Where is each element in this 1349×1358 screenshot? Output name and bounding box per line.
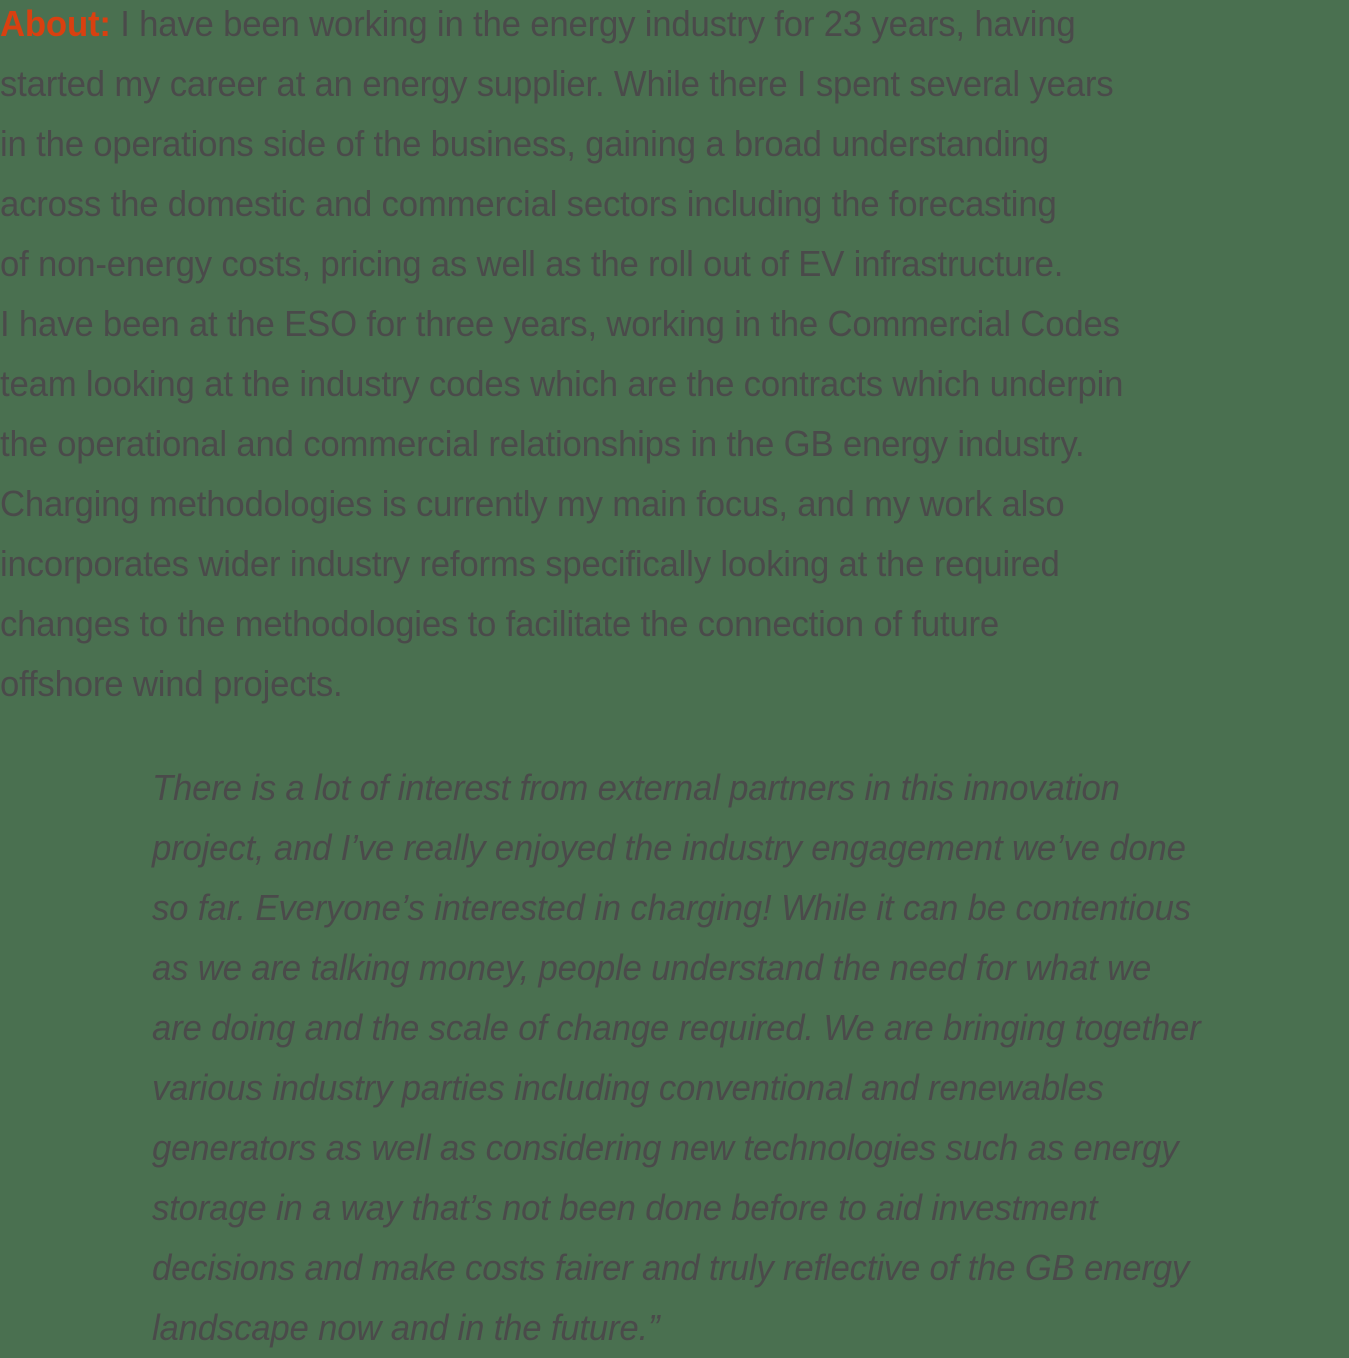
quote-line-8: storage in a way that’s not been done before to aid investment (152, 1187, 1098, 1228)
quote-line-7: generators as well as considering new technologies such as energy (152, 1127, 1179, 1168)
about-line-1 (0, 0, 1302, 54)
about-label: About: (0, 3, 111, 44)
about-line-3: in the operations side of the business, gaining a broad understanding (0, 123, 1049, 164)
quote-line-6: various industry parties including conventional and renewables (152, 1067, 1104, 1108)
about-line-7: team looking at the industry codes which are the contracts which underpin (0, 363, 1124, 404)
about-line-6: I have been at the ESO for three years, working in the Commercial Codes (0, 303, 1120, 344)
about-line-10: incorporates wider industry reforms specifically looking at the required (0, 543, 1060, 584)
about-line-12: offshore wind projects. (0, 663, 343, 704)
quote-line-5: are doing and the scale of change required. We are bringing together (152, 1007, 1201, 1048)
about-line-5: of non-energy costs, pricing as well as the roll out of EV infrastructure. (0, 243, 1064, 284)
quote-line-3: so far. Everyone’s interested in charging! While it can be contentious (152, 887, 1191, 928)
about-line-9: Charging methodologies is currently my main focus, and my work also (0, 483, 1065, 524)
quote-line-2: project, and I’ve really enjoyed the industry engagement we’ve done (152, 827, 1186, 868)
about-line-8: the operational and commercial relationships in the GB energy industry. (0, 423, 1085, 464)
quote-line-9: decisions and make costs fairer and truly reflective of the GB energy (152, 1247, 1190, 1288)
about-line-2: started my career at an energy supplier. While there I spent several years (0, 63, 1114, 104)
quote-line-4: as we are talking money, people understand the need for what we (152, 947, 1152, 988)
about-line-11: changes to the methodologies to facilitate the connection of future (0, 603, 1000, 644)
pull-quote (152, 758, 1349, 1358)
quote-line-1: There is a lot of interest from external partners in this innovation (152, 767, 1120, 808)
about-line-1-text: I have been working in the energy industry for 23 years, having (110, 3, 1076, 44)
quote-line-10: landscape now and in the future.” (152, 1307, 660, 1348)
about-line-4: across the domestic and commercial sectors including the forecasting (0, 183, 1057, 224)
